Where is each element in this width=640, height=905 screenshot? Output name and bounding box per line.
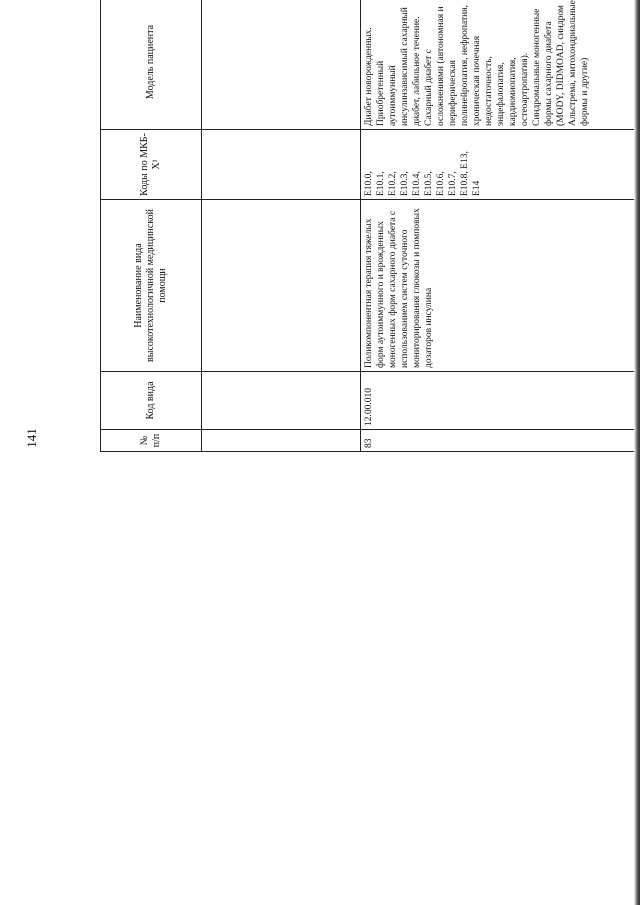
mkb-code: E10.1, [375, 171, 386, 196]
mkb-code: E10.2, [387, 171, 398, 196]
header-code: Код вида [101, 372, 202, 430]
scan-edge [634, 0, 640, 905]
header-num: № п/п [101, 430, 202, 452]
cell-name [201, 200, 360, 372]
mkb-code: E10.5, [423, 171, 434, 196]
mkb-code: E14 [471, 180, 482, 196]
hmp-table [100, 0, 636, 452]
mkb-code: E10.8, E13, [459, 151, 470, 196]
mkb-code: E10.3, [399, 171, 410, 196]
mkb-code: E10.0, [363, 171, 374, 196]
cell-code [201, 372, 360, 430]
rotated-table-container [100, 0, 636, 452]
header-model: Модель пациента [101, 0, 202, 130]
header-row [101, 0, 202, 452]
cell-code: 12.00.010 [360, 372, 635, 430]
header-name: Наименование вида высокотехнологичной медицинской помощи [101, 200, 202, 372]
mkb-code: E10.7, [447, 171, 458, 196]
cell-num: 83 [360, 430, 635, 452]
cell-model: Диабет новорожденных. Приобретенный аутоиммунный инсулинзависимый сахарный диабет, лабильное течение. Сахарный диабет с осложнениями (автономная и периферическая полинейропатия, нефропатия, хроническая почечная недостаточность, энцефалопатия, кардиомиопатия, остеоартропатия). Синдромальные моногенные формы сахарного диабета (MODY, DIDMOAD, синдром Альстрема, митохондриальные формы и другие) [360, 0, 635, 130]
cell-name: Поликомпонентная терапия тяжелых форм аутоиммунного и врожденных моногенных форм сахарного диабета с использованием систем суточного мониторирования глюкозы и помповых дозаторов инсулина [360, 200, 635, 372]
table-row [360, 0, 635, 452]
cell-model [201, 0, 360, 130]
mkb-code: E10.4, [411, 171, 422, 196]
cell-num [201, 430, 360, 452]
mkb-code: E10.6, [435, 171, 446, 196]
header-mkb: Коды по МКБ-X¹ [101, 130, 202, 200]
table-row [201, 0, 360, 452]
page-number: 141 [24, 428, 39, 448]
cell-mkb [201, 130, 360, 200]
cell-mkb [360, 130, 635, 200]
